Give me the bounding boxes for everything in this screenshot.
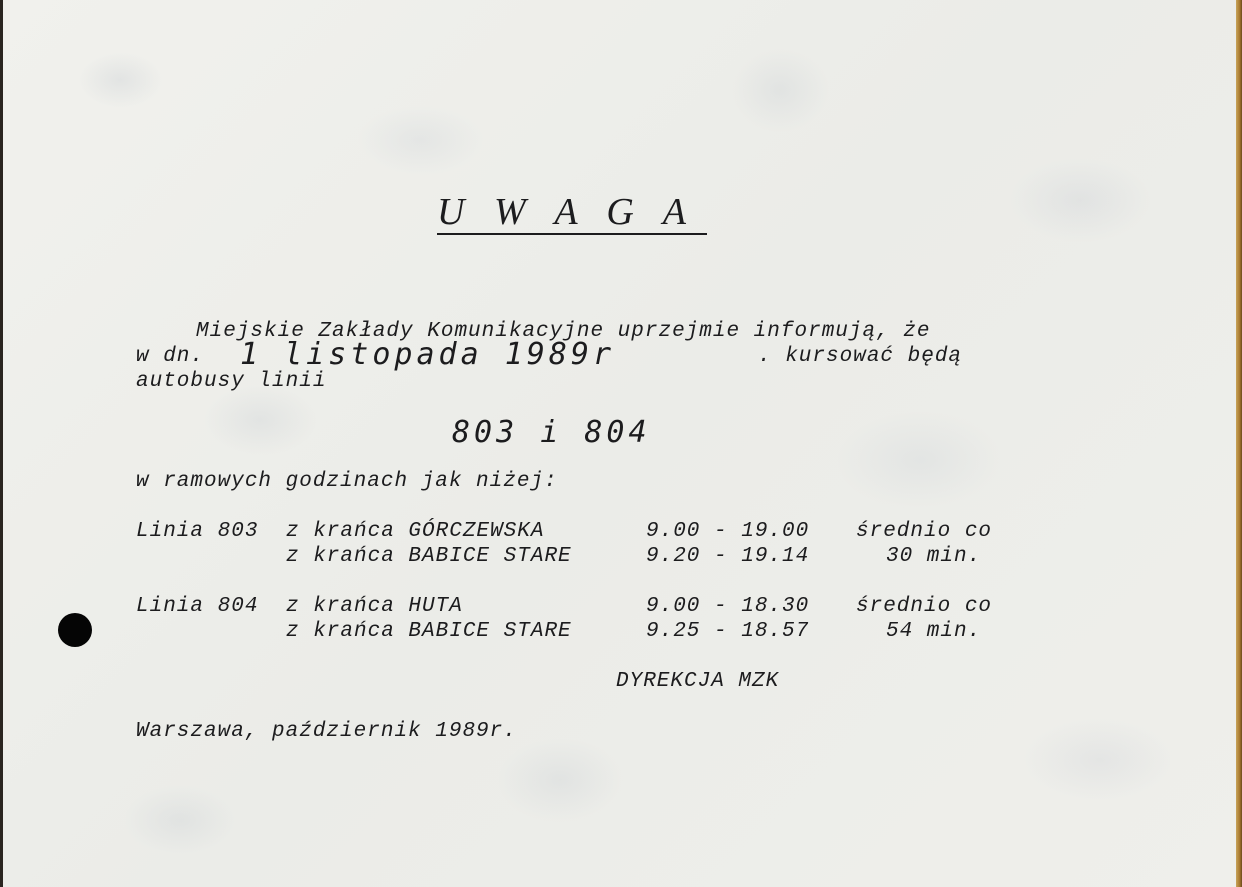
paper-right-edge [1236,0,1242,887]
line-803-hours-1: 9.00 - 19.00 [646,520,810,543]
title-underline [437,233,707,235]
intro-date: 1 listopada 1989r [240,337,616,372]
line-804-hours-1: 9.00 - 18.30 [646,595,810,618]
line-804-label: Linia 804 [136,595,259,618]
bus-lines-heading: 803 i 804 [452,415,651,450]
place-and-date: Warszawa, październik 1989r. [136,720,517,743]
line-803-frequency-2: 30 min. [886,545,982,568]
signature: DYREKCJA MZK [616,670,780,693]
line-804-frequency-1: średnio co [856,595,993,618]
intro-line-1: Miejskie Zakłady Komunikacyjne uprzejmie informują, że [196,320,931,343]
intro-line-2-prefix: w dn. [136,345,205,368]
line-804-hours-2: 9.25 - 18.57 [646,620,810,643]
punch-hole [58,613,92,647]
paper-left-edge [0,0,3,887]
intro-line-2-suffix: . kursować będą [758,345,963,368]
line-803-label: Linia 803 [136,520,259,543]
line-803-terminus-2: z krańca BABICE STARE [286,545,572,568]
line-803-hours-2: 9.20 - 19.14 [646,545,810,568]
line-803-frequency-1: średnio co [856,520,993,543]
line-804-terminus-2: z krańca BABICE STARE [286,620,572,643]
line-804-terminus-1: z krańca HUTA [286,595,463,618]
line-803-terminus-1: z krańca GÓRCZEWSKA [286,520,545,543]
line-804-frequency-2: 54 min. [886,620,982,643]
intro-line-3: autobusy linii [136,370,327,393]
schedule-intro: w ramowych godzinach jak niżej: [136,470,558,493]
notice-title: U W A G A [437,191,696,233]
